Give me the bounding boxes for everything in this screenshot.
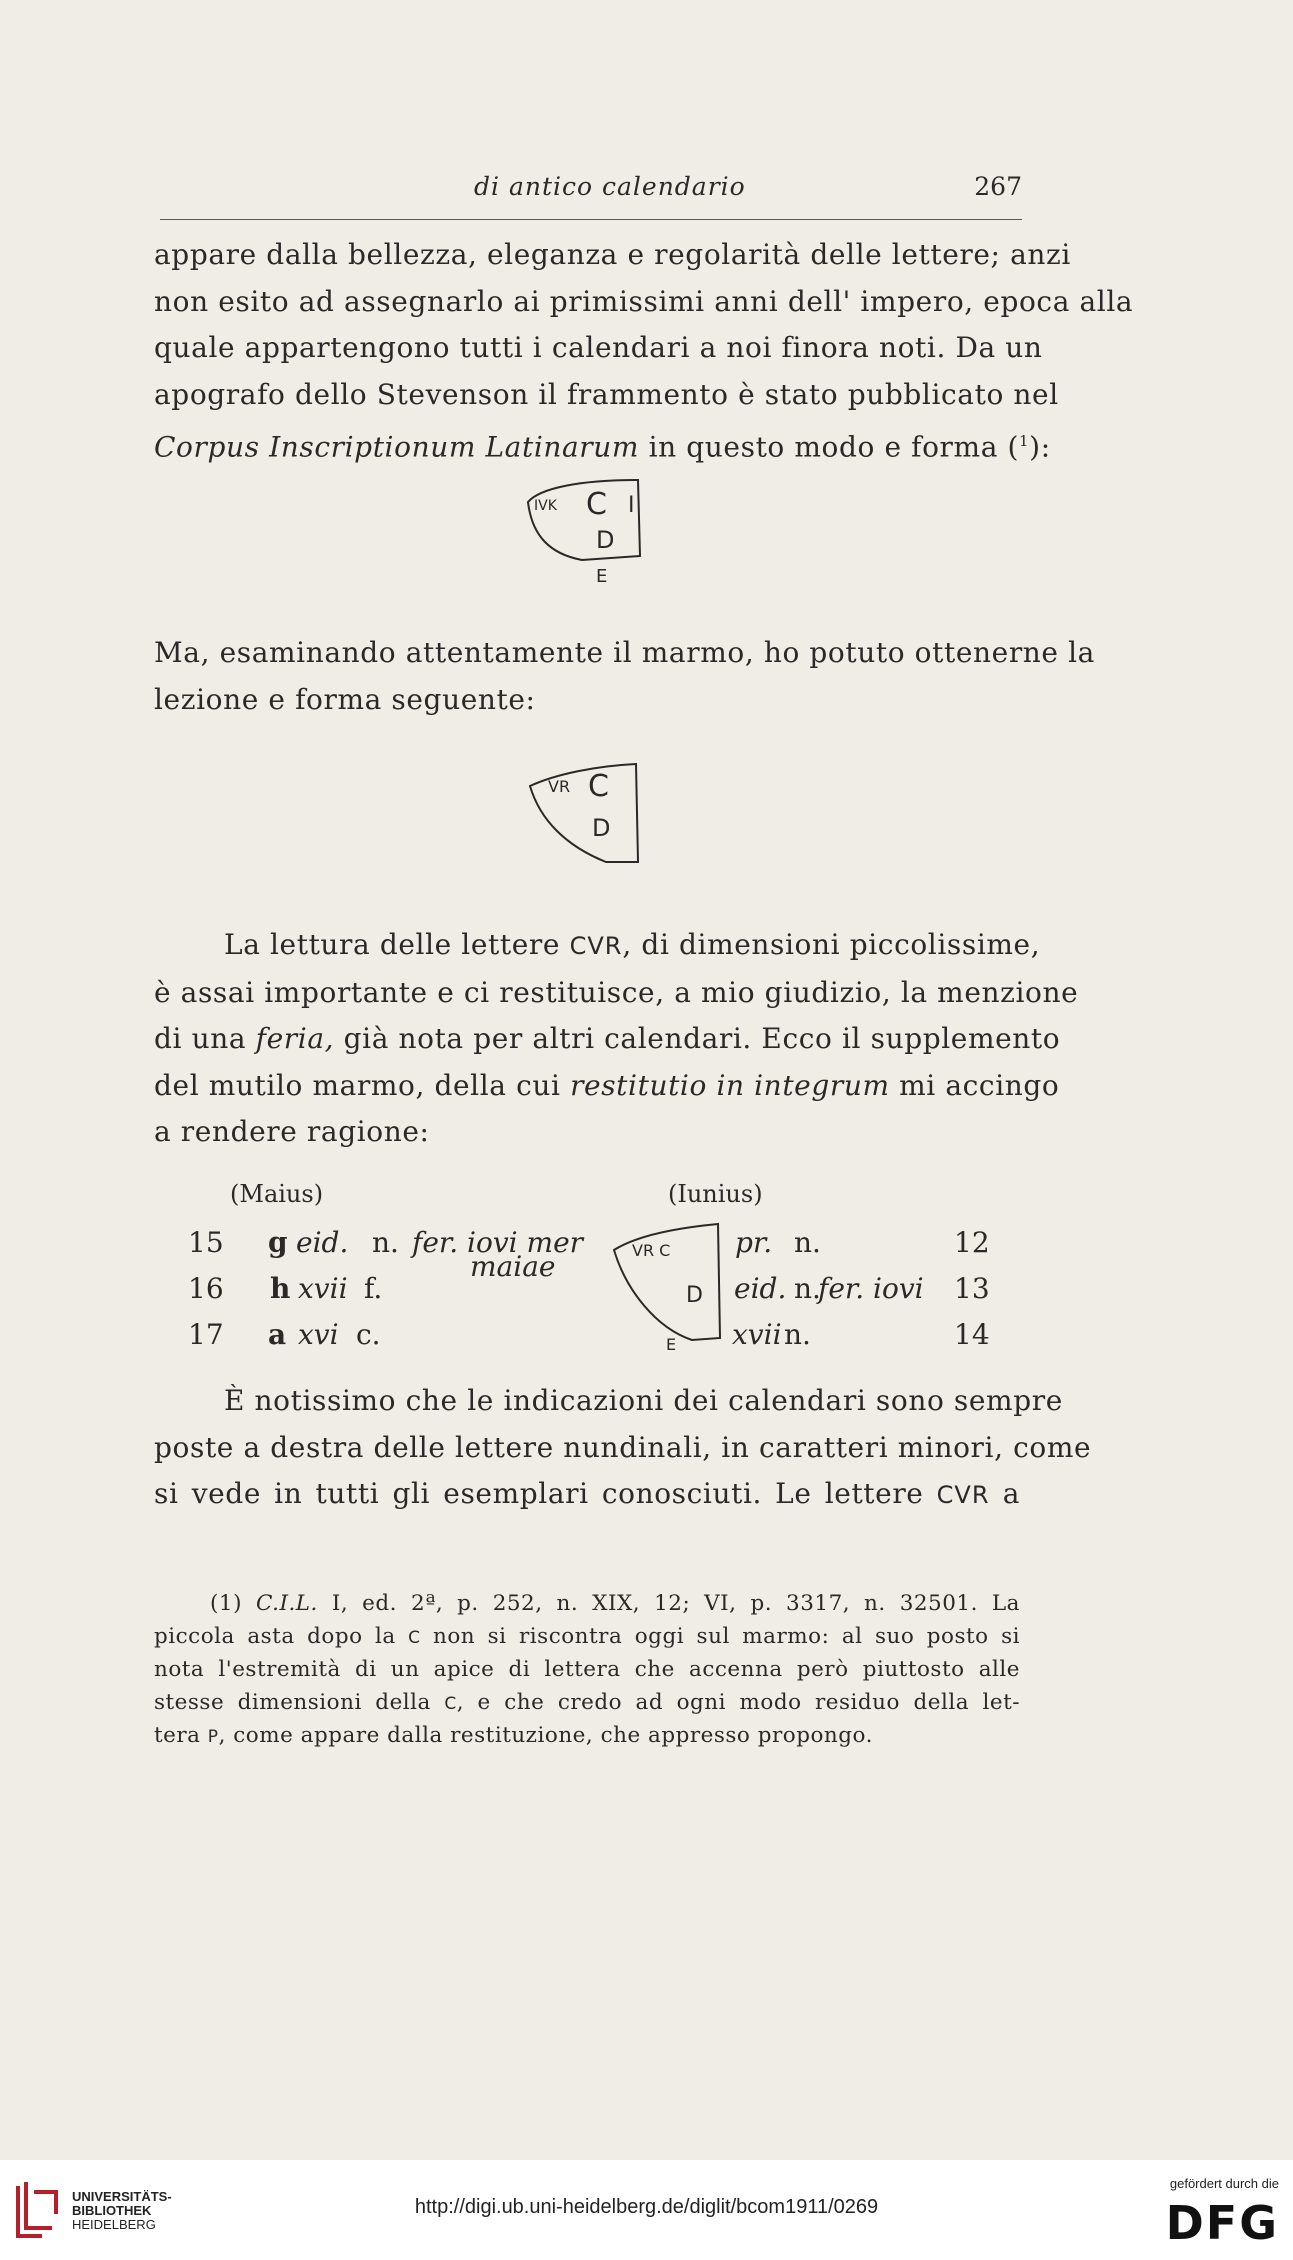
fragment-letter: D — [596, 526, 615, 554]
text-span: del mutilo marmo, della cui — [154, 1068, 571, 1102]
text-span: si vede in tutti gli esemplari conosciuti. Le lettere — [154, 1477, 937, 1510]
nundinal-letter: a — [268, 1318, 287, 1351]
text-span: a — [989, 1477, 1021, 1510]
text-span: tera — [154, 1723, 208, 1748]
text-line: È notissimo che le indicazioni dei calendari sono sempre — [224, 1384, 1063, 1417]
text-span: I, ed. 2ª, p. 252, n. XIX, 12; VI, p. 3317, n. 32501. La — [317, 1591, 1020, 1616]
text-line: poste a destra delle lettere nundinali, in caratteri minori, come — [154, 1430, 1092, 1464]
paragraph-1 — [154, 232, 1134, 471]
text-span: mi accingo — [889, 1068, 1060, 1102]
day-number: 14 — [954, 1318, 990, 1351]
text-line: non esito ad assegnarlo ai primissimi anni dell' impero, epoca alla — [154, 284, 1134, 318]
calendar-note: fer. iovi mer — [412, 1226, 584, 1259]
fragment-letter: D — [686, 1283, 703, 1308]
calendar-reconstruction — [154, 1180, 1020, 1360]
footnote — [154, 1588, 1020, 1754]
column-header-iunius: (Iunius) — [668, 1180, 763, 1208]
calendar-italic: eid. — [734, 1272, 787, 1305]
day-number: 15 — [188, 1226, 224, 1259]
text-line: apografo dello Stevenson il frammento è stato pubblicato nel — [154, 377, 1059, 411]
footnote-line — [154, 1621, 1020, 1655]
day-number: 17 — [188, 1318, 224, 1351]
text-line: quale appartengono tutti i calendari a noi finora noti. Da un — [154, 331, 1043, 364]
italic-word: feria, — [255, 1022, 335, 1055]
fragment-letter: E — [666, 1335, 677, 1354]
calendar-note: maiae — [470, 1250, 556, 1283]
fragment-letters: VR — [548, 777, 571, 796]
calendar-mark: n. — [794, 1226, 821, 1259]
small-caps: P — [207, 1727, 219, 1747]
calendar-mark: c. — [356, 1318, 381, 1351]
text-line: Ma, esaminando attentamente il marmo, ho potuto ottenerne la — [154, 636, 1095, 669]
calendar-mark: f. — [364, 1272, 383, 1305]
fragment-letter: D — [592, 814, 611, 842]
calendar-fragment-drawing — [606, 1220, 732, 1360]
footnote-marker: (1) — [210, 1591, 242, 1616]
footer-bar — [0, 2160, 1293, 2260]
text-span: in questo modo e forma ( — [639, 430, 1020, 464]
calendar-italic: xvi — [298, 1318, 339, 1351]
column-header-maius: (Maius) — [230, 1180, 324, 1208]
text-span: piccola asta dopo la — [154, 1623, 409, 1649]
running-head — [160, 172, 1022, 212]
text-line: a rendere ragione: — [154, 1115, 430, 1148]
day-number: 12 — [954, 1226, 990, 1259]
calendar-note: fer. iovi — [818, 1272, 924, 1305]
small-caps: C — [444, 1693, 457, 1714]
text-span: , e che credo ad ogni modo residuo della let- — [456, 1689, 1020, 1715]
small-caps: C — [408, 1627, 421, 1648]
text-span: di una — [154, 1022, 256, 1055]
calendar-mark: n. — [784, 1318, 811, 1351]
text-line: è assai importante e ci restituisce, a mio giudizio, la menzione — [154, 975, 1079, 1009]
text-span: ): — [1029, 430, 1051, 464]
text-line — [154, 1016, 1061, 1063]
nundinal-letter: g — [268, 1226, 288, 1259]
page-number: 267 — [974, 172, 1022, 201]
fragment-drawing-2 — [526, 760, 666, 874]
text-line — [154, 418, 1051, 471]
library-name-line: UNIVERSITÄTS- — [72, 2189, 172, 2204]
calendar-mark: n. — [794, 1272, 821, 1305]
paragraph-3 — [154, 922, 1079, 1156]
text-span: , di dimensioni piccolissime, — [622, 928, 1041, 961]
dfg-logo: DFG — [1165, 2196, 1279, 2250]
abbreviation: C.I.L. — [255, 1591, 318, 1616]
source-url-link[interactable]: http://digi.ub.uni-heidelberg.de/diglit/bcom1911/0269 — [414, 2196, 879, 2218]
fragment-letter: E — [596, 566, 608, 587]
fragment-letter: I — [628, 493, 635, 518]
small-caps: CVR — [936, 1481, 990, 1509]
text-line: appare dalla bellezza, eleganza e regolarità delle lettere; anzi — [154, 238, 1071, 271]
text-line: lezione e forma seguente: — [154, 682, 536, 716]
calendar-italic: xvii — [298, 1272, 348, 1305]
fragment-letter: C — [586, 487, 607, 522]
paragraph-2 — [154, 630, 1095, 723]
calendar-italic: pr. — [735, 1226, 773, 1259]
header-rule — [160, 219, 1022, 220]
library-name-line: HEIDELBERG — [72, 2217, 156, 2232]
fragment-letters: VR C — [632, 1241, 671, 1260]
day-number: 13 — [954, 1272, 990, 1305]
calendar-italic: xvii — [732, 1318, 782, 1351]
running-title: di antico calendario — [474, 172, 746, 201]
fragment-drawing-1 — [520, 476, 660, 600]
text-line — [154, 1471, 1020, 1519]
text-span: già nota per altri calendari. Ecco il supplemento — [334, 1022, 1061, 1055]
text-line — [154, 1063, 1060, 1110]
footnote-ref: 1 — [1019, 432, 1030, 450]
fragment-letter: C — [588, 769, 609, 804]
library-name-line: BIBLIOTHEK — [72, 2203, 152, 2218]
paragraph-4 — [154, 1378, 1092, 1519]
italic-phrase: restitutio in integrum — [570, 1068, 890, 1102]
text-span: non si riscontra oggi sul marmo: al suo posto si — [420, 1623, 1020, 1649]
nundinal-letter: h — [270, 1272, 291, 1305]
day-number: 16 — [188, 1272, 224, 1305]
text-span: , come appare dalla restituzione, che appresso propongo. — [218, 1723, 873, 1748]
fragment-letters: IVK — [534, 498, 557, 514]
calendar-italic: eid. — [296, 1226, 349, 1259]
calendar-mark: n. — [372, 1226, 399, 1259]
small-caps: CVR — [569, 932, 623, 960]
funding-note: gefördert durch die — [1169, 2176, 1279, 2191]
footnote-line — [154, 1687, 1020, 1721]
footnote-line — [154, 1588, 1020, 1621]
text-line — [154, 922, 1041, 970]
text-span: stesse dimensioni della — [154, 1689, 445, 1715]
italic-title: Corpus Inscriptionum Latinarum — [154, 430, 640, 464]
footnote-line — [154, 1720, 1020, 1754]
text-span: La lettura delle lettere — [224, 928, 570, 961]
footnote-line: nota l'estremità di un apice di lettera che accenna però piuttosto alle — [154, 1657, 1020, 1682]
